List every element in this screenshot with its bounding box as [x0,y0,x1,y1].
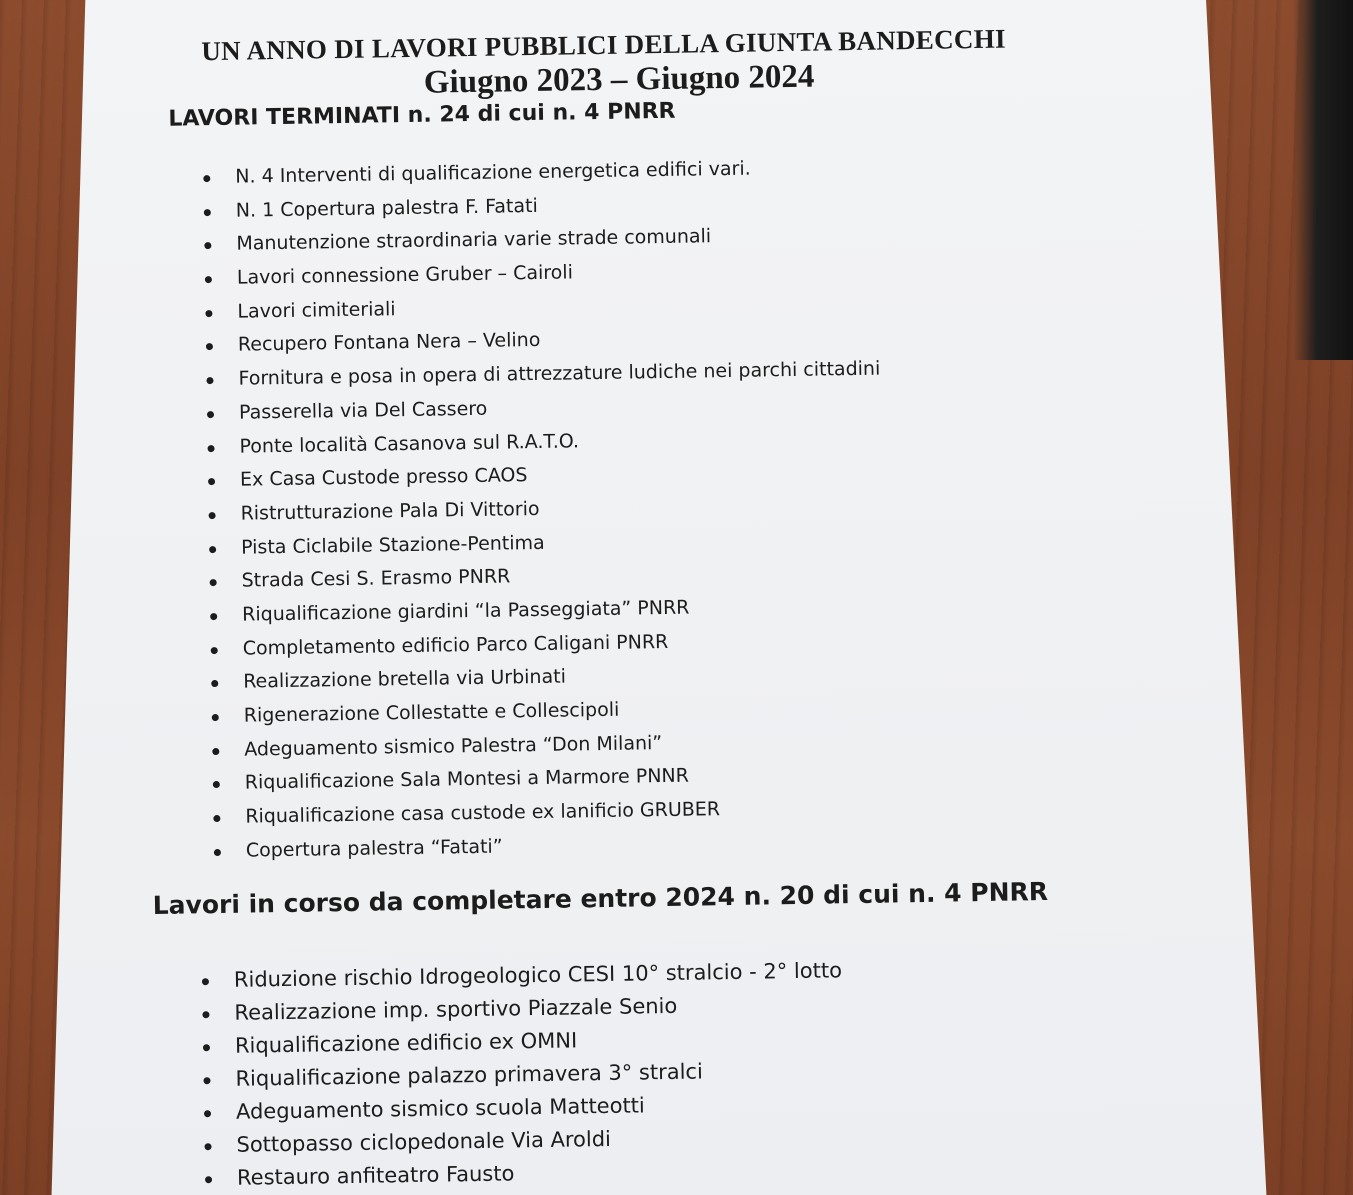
list-item: Recupero Fontana Nera – Velino [208,319,880,363]
bullet-icon [205,276,212,283]
bullet-icon [212,714,219,721]
bullet-icon [210,613,217,620]
list-item: Rigenerazione Collestatte e Collescipoli [214,690,886,734]
completed-works-list [205,151,888,869]
bullet-icon [205,1176,212,1183]
list-item: Adeguamento sismico scuola Matteotti [204,1086,845,1129]
bullet-icon [208,445,215,452]
document-period: Giugno 2023 – Giugno 2024 [423,58,815,101]
bullet-icon [205,310,212,317]
bullet-icon [202,1011,209,1018]
bullet-icon [213,815,220,822]
list-item: Pista Ciclabile Stazione-Pentima [211,521,883,565]
bullet-icon [204,1110,211,1117]
bullet-icon [209,546,216,553]
in-progress-works-heading: Lavori in corso da completare entro 2024 n. 20 di cui n. 4 PNRR [152,877,1049,921]
list-item: Riqualificazione casa custode ex lanificio GRUBER [215,791,887,835]
document-title: UN ANNO DI LAVORI PUBBLICI DELLA GIUNTA BANDECCHI [201,23,1007,67]
list-item: N. 1 Copertura palestra F. Fatati [206,184,878,228]
bullet-icon [206,343,213,350]
list-item: Manutenzione straordinaria varie strade comunali [206,218,878,262]
bullet-icon [211,680,218,687]
bullet-icon [209,512,216,519]
bullet-icon [213,781,220,788]
bullet-icon [210,579,217,586]
list-item: Riduzione rischio Idrogeologico CESI 10° stralcio - 2° lotto [202,954,843,997]
completed-works-heading: LAVORI TERMINATI n. 24 di cui n. 4 PNRR [168,98,676,132]
bullet-icon [207,411,214,418]
list-item: Lavori connessione Gruber – Cairoli [207,252,879,296]
list-item: Riqualificazione edificio ex OMNI [203,1020,844,1063]
list-item: Strada Cesi S. Erasmo PNRR [211,555,883,599]
list-item: Realizzazione bretella via Urbinati [213,656,885,700]
list-item: Ristrutturazione Pala Di Vittorio [210,487,882,531]
bullet-icon [204,209,211,216]
bullet-icon [203,1077,210,1084]
list-item: Completamento edificio Parco Caligani PNRR [212,622,884,666]
list-item: Restauro anfiteatro Fausto [205,1152,846,1195]
bullet-icon [214,849,221,856]
list-item: Passerella via Del Cassero [209,386,881,430]
bullet-icon [206,377,213,384]
list-item: N. 4 Interventi di qualificazione energetica edifici vari. [205,151,877,195]
list-item: Riqualificazione Sala Montesi a Marmore PNNR [215,757,887,801]
list-item: Adeguamento sismico Palestra “Don Milani” [214,723,886,767]
list-item: Lavori cimiteriali [207,285,879,329]
bullet-icon [203,1044,210,1051]
list-item: Sottopasso ciclopedonale Via Aroldi [204,1119,845,1162]
bullet-icon [212,748,219,755]
bullet-icon [202,978,209,985]
in-progress-works-list [202,954,846,1195]
bullet-icon [203,175,210,182]
bullet-icon [204,1143,211,1150]
list-item: Ponte località Casanova sul R.A.T.O. [209,420,881,464]
bullet-icon [211,647,218,654]
list-item: Ex Casa Custode presso CAOS [210,454,882,498]
list-item: Riqualificazione palazzo primavera 3° stralci [203,1053,844,1096]
bullet-icon [208,478,215,485]
list-item: Riqualificazione giardini “la Passeggiata” PNRR [212,588,884,632]
list-item: Copertura palestra “Fatati” [216,824,888,868]
list-item: Fornitura e posa in opera di attrezzature ludiche nei parchi cittadini [208,353,880,397]
bullet-icon [204,242,211,249]
list-item: Realizzazione imp. sportivo Piazzale Senio [202,987,843,1030]
